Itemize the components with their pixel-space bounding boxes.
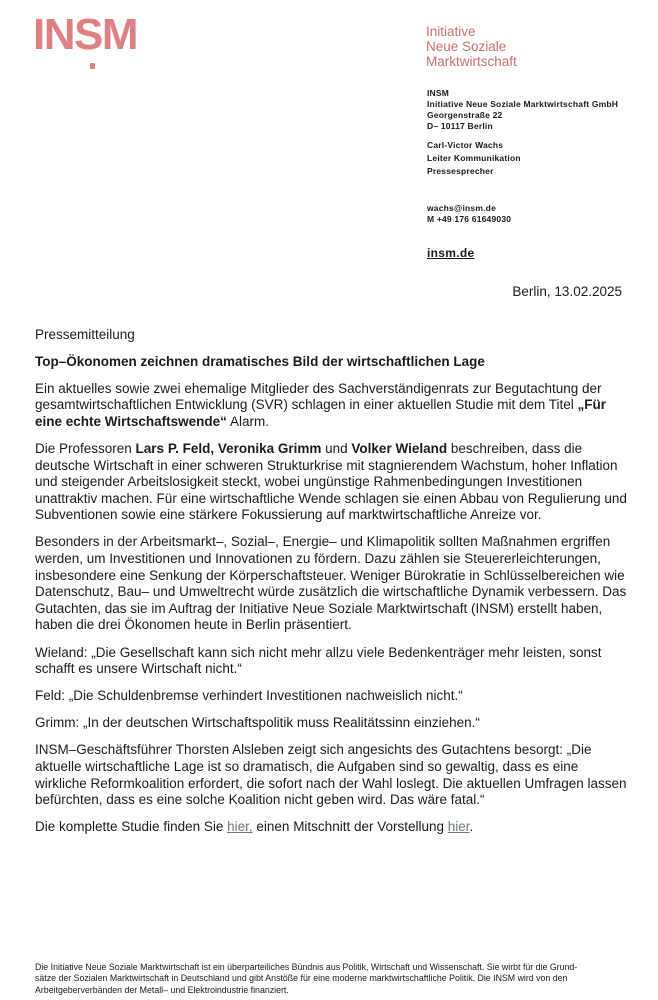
logo-dot-icon: [90, 63, 95, 69]
company-name: INSM: [427, 88, 450, 98]
contact-email: wachs@insm.de: [427, 203, 496, 213]
text-segment: „Für eine echte Wirtschaftswende“: [35, 397, 606, 429]
company-city: D– 10117 Berlin: [427, 121, 493, 131]
sender-person: [427, 139, 618, 178]
sender-block: [427, 88, 618, 260]
headline: Top–Ökonomen zeichnen dramatisches Bild der wirtschaftlichen Lage: [35, 353, 485, 369]
website-link-wrap: [427, 246, 618, 260]
text-segment: Besonders in der Arbeitsmarkt–, Sozial–, Energie– und Klimapolitik sollten Maßnahmen ergriffen werden, um Investitionen und Innovationen zu fördern. Dazu zählen sie Steuererleichterungen, insbesondere eine Senkung der Körperschaftsteuer. Weniger Bürokratie in Schlüsselbereichen wie Datenschutz, Bau– und Umweltrecht würde zusätzlich die wirtschaftliche Dynamik verbessern. Das Gutachten, das sie im Auftrag der Initiative Neue Soziale Marktwirtschaft (INSM) erstellt haben, haben die drei Ökonomen heute in Berlin präsentiert.: [35, 534, 627, 633]
website-link[interactable]: insm.de: [427, 246, 475, 260]
company-street: Georgenstraße 22: [427, 110, 503, 120]
footer-line: Arbeitgeberverbänden der Metall– und Elektroindustrie finanziert.: [35, 984, 289, 995]
text-segment: Wieland: „Die Gesellschaft kann sich nicht mehr allzu viele Bedenkenträger mehr leisten, sonst schafft es unsere Wirtschaft nicht.“: [35, 644, 602, 677]
brand-line: Neue Soziale: [426, 39, 507, 54]
text-segment: INSM–Geschäftsführer Thorsten Alsleben zeigt sich angesichts des Gutachtens besorgt: „Die aktuelle wirtschaftliche Lage ist so dramatisch, die Aufgaben sind so gewaltig, dass es eine wirkliche Reformkoalition erfordert, die sofort nach der Wahl loslegt. Die aktuellen Umfragen lassen befürchten, dass es eine solche Koalition nicht geben wird. Das wäre fatal.“: [35, 742, 627, 808]
paragraph: [35, 715, 627, 732]
text-segment: Lars P. Feld, Veronika Grimm: [135, 440, 322, 456]
date-line: Berlin, 13.02.2025: [512, 284, 622, 299]
text-segment: Alarm.: [226, 413, 269, 429]
text-segment: Die Professoren: [35, 440, 136, 456]
brand-wordmark: [426, 24, 517, 69]
text-segment: Volker Wieland: [351, 440, 448, 456]
insm-logo-text: INSM: [33, 10, 137, 59]
paragraph: [35, 645, 627, 678]
text-segment: Grimm: „In der deutschen Wirtschaftspolitik muss Realitätssinn einziehen.“: [35, 715, 480, 731]
brand-line: Initiative: [426, 24, 476, 39]
text-segment: Feld: „Die Schuldenbremse verhindert Investitionen nachweislich nicht.“: [35, 688, 463, 704]
text-segment: Die komplette Studie finden Sie: [35, 819, 228, 835]
text-segment: einen Mitschnitt der Vorstellung: [252, 819, 448, 835]
text-segment: .: [469, 819, 474, 835]
brand-line: Marktwirtschaft: [426, 54, 517, 69]
body-paragraphs: [35, 381, 627, 836]
footer-line: sätze der Sozialen Marktwirtschaft in Deutschland und gibt Anstöße für eine moderne marktwirtschaftliche Politik. Die INSM wird von den: [35, 973, 568, 984]
contact-person-role: Leiter Kommunikation: [427, 153, 521, 163]
contact-person-title: Pressesprecher: [427, 166, 494, 176]
paragraph: [35, 688, 627, 705]
footer-line: Die Initiative Neue Soziale Marktwirtschaft ist ein überparteiliches Bündnis aus Politik, Wirtschaft und Wissenschaft. Sie wirbt für die Grund-: [35, 962, 578, 972]
insm-logo: [33, 10, 137, 59]
hier-link[interactable]: hier: [447, 819, 470, 835]
company-legal-name: Initiative Neue Soziale Marktwirtschaft GmbH: [427, 99, 619, 109]
document-body: [35, 327, 627, 846]
text-segment: Ein aktuelles sowie zwei ehemalige Mitglieder des Sachverständigenrats zur Begutachtung der gesamtwirtschaftlichen Entwicklung (SVR) schlagen in einer aktuellen Studie mit dem Titel: [35, 380, 602, 413]
contact-phone: M +49 176 61649030: [427, 214, 512, 224]
text-segment: und: [321, 440, 352, 456]
paragraph: [35, 534, 627, 634]
paragraph: [35, 441, 627, 524]
contact-person-name: Carl-Victor Wachs: [427, 140, 504, 150]
kicker: Pressemitteilung: [35, 327, 135, 342]
hier-link[interactable]: hier,: [227, 819, 253, 835]
paragraph: [35, 742, 627, 808]
text-segment: beschreiben, dass die deutsche Wirtschaft in einer schweren Strukturkrise mit stagnierendem Wachstum, hoher Inflation und steigender Arbeitslosigkeit steckt, wobei ungünstige Rahmenbedingungen Investitionen unattraktiv machen. Für eine wirtschaftliche Wende schlagen sie einen Abbau von Regulierung und Subventionen sowie eine stärkere Fokussierung auf marktwirtschaftliche Anreize vor.: [35, 440, 627, 523]
footer-disclaimer: [35, 962, 635, 996]
sender-contact: [427, 203, 618, 225]
sender-company: [427, 88, 618, 132]
paragraph: [35, 381, 627, 431]
paragraph: [35, 819, 627, 836]
